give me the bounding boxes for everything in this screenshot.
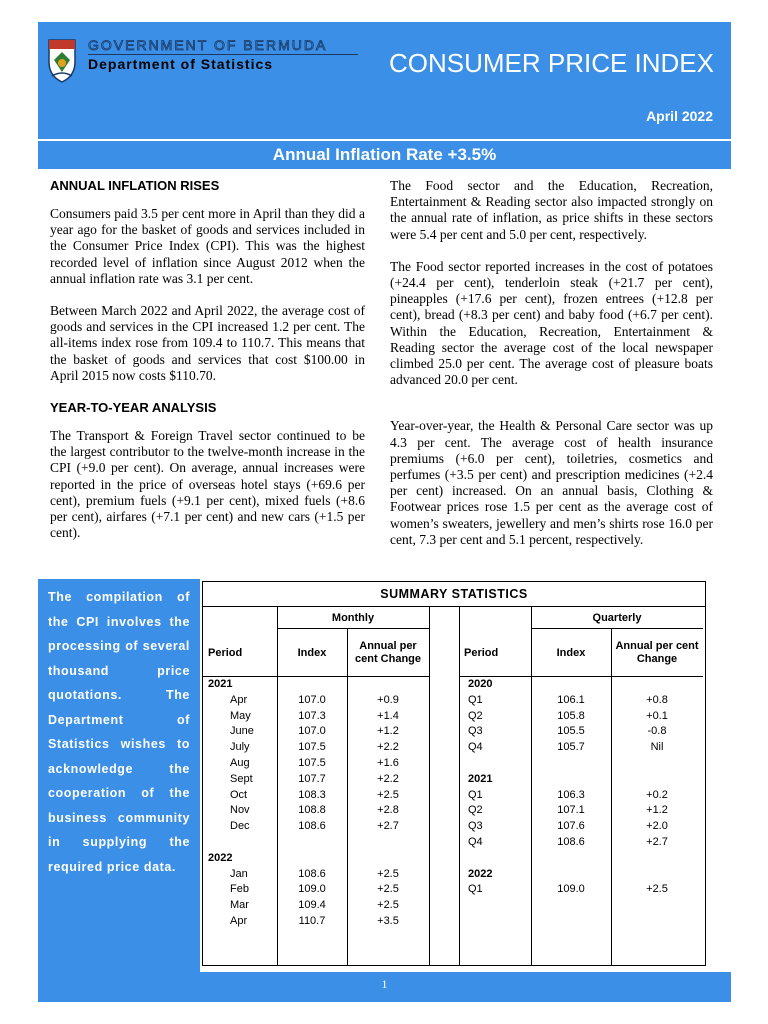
quarterly-cell-period: 2021 (468, 772, 493, 785)
monthly-cell-period: Sept (230, 772, 253, 785)
paragraph: Consumers paid 3.5 per cent more in April than they did a year ago for the basket of goods and services included in the Consumer Price Index (CPI). This was the highest recorded level of inflation since August 2012 when the annual inflation rate was 3.1 per cent. (50, 206, 365, 286)
government-name: GOVERNMENT OF BERMUDA (88, 37, 328, 53)
monthly-cell-index: 109.0 (298, 883, 326, 896)
monthly-cell-index: 107.5 (298, 757, 326, 769)
quarterly-cell-index: 106.3 (557, 788, 585, 801)
quarterly-cell-index: 107.1 (557, 804, 585, 817)
monthly-cell-index: 108.6 (298, 820, 326, 833)
monthly-cell-index: 108.3 (298, 788, 326, 801)
paragraph: Year-over-year, the Health & Personal Care sector was up 4.3 per cent. The average cost of health insurance premiums (+6.0 per cent), toiletries, cosmetics and perfumes (+3.5 per cent) and prescription medicines (+2.4 per cent) increased. On an annual basis, Clothing & Footwear prices rose 1.5 per cent as the average cost of women’s sweaters, jewellery and men’s shirts rose 16.0 per cent, 7.3 per cent and 5.1 percent, respectively. (390, 418, 713, 547)
monthly-cell-period: Jan (230, 867, 248, 880)
monthly-cell-change: +1.6 (377, 757, 399, 769)
monthly-cell-index: 109.4 (298, 899, 326, 912)
quarterly-cell-index: 106.1 (557, 693, 585, 706)
monthly-cell-change: +2.5 (377, 788, 399, 801)
monthly-cell-change: +2.5 (377, 867, 399, 880)
grid-line (531, 628, 703, 629)
monthly-cell-index: 108.6 (298, 867, 326, 880)
quarterly-header: Quarterly (592, 612, 642, 624)
monthly-cell-period: Dec (230, 820, 250, 833)
monthly-cell-change: +3.5 (377, 915, 399, 927)
paragraph: The Food sector reported increases in the cost of potatoes (+24.4 per cent), tenderloin steak (+21.7 per cent), pineapples (+17.6 per cent), frozen entrees (+12.8 per cent), bread (+8.3 per cent) and baby food (+6.7 per cent). Within the Education, Recreation, Entertainment & Reading sector the average cost of the local newspaper climbed 25.0 per cent. The average cost of pleasure boats advanced 20.0 per cent. (390, 258, 713, 388)
monthly-cell-change: +2.8 (377, 804, 399, 817)
quarterly-cell-change: +0.1 (646, 709, 668, 722)
paragraph: Between March 2022 and April 2022, the average cost of goods and services in the CPI increased 1.2 per cent. The all-items index rose from 109.4 to 110.7. This means that the basket of goods and services that cost $100.00 in April 2015 now costs $110.70. (50, 303, 365, 383)
monthly-cell-index: 107.7 (298, 772, 326, 785)
footer-bar (38, 972, 731, 1002)
monthly-cell-index: 110.7 (298, 915, 326, 927)
header-rule (88, 54, 358, 55)
col-header-period: Period (464, 646, 499, 659)
section-heading-inflation: ANNUAL INFLATION RISES (50, 178, 220, 193)
quarterly-cell-period: Q4 (468, 741, 483, 754)
acknowledgement-text: The compilation of the CPI involves the processing of several thousand price quotations. The Department of Statistics wishes to acknowledge the cooperation of the business community in supplying the required price data. (48, 590, 190, 874)
bermuda-crest-icon (46, 36, 78, 84)
quarterly-cell-index: 107.6 (557, 820, 585, 833)
quarterly-cell-change: +2.7 (646, 836, 668, 848)
paragraph: The Food sector and the Education, Recreation, Entertainment & Reading sector also impacted strongly on the annual rate of inflation, as price shifts in these sectors were 5.4 per cent and 5.0 per cent, respectively. (390, 178, 713, 242)
acknowledgement-sidebar (38, 579, 200, 972)
quarterly-cell-index: 105.7 (557, 741, 585, 754)
report-header (38, 22, 731, 139)
quarterly-cell-change: +2.0 (646, 820, 668, 833)
monthly-cell-period: June (230, 725, 254, 738)
report-title: CONSUMER PRICE INDEX (388, 48, 714, 78)
monthly-cell-change: +2.2 (377, 741, 399, 754)
section-heading-year-to-year: YEAR-TO-YEAR ANALYSIS (50, 400, 217, 416)
grid-line (429, 606, 430, 965)
quarterly-cell-change: +1.2 (646, 804, 668, 817)
summary-statistics-table (202, 581, 706, 966)
monthly-cell-period: Aug (230, 757, 250, 769)
quarterly-cell-period: Q2 (468, 804, 483, 817)
quarterly-cell-index: 105.8 (557, 709, 585, 722)
quarterly-cell-index: 105.5 (557, 725, 585, 738)
monthly-cell-index: 107.5 (298, 741, 326, 754)
monthly-cell-period: Apr (230, 915, 248, 927)
monthly-cell-change: +2.7 (377, 820, 399, 833)
quarterly-cell-index: 109.0 (557, 883, 585, 896)
quarterly-cell-period: Q1 (468, 788, 483, 801)
monthly-cell-change: +2.2 (377, 772, 399, 785)
table-title: SUMMARY STATISTICS (203, 582, 705, 607)
monthly-cell-period: July (230, 741, 250, 754)
left-column (50, 178, 365, 541)
page-number: 1 (381, 977, 388, 991)
monthly-cell-period: 2021 (208, 678, 233, 690)
quarterly-cell-index: 108.6 (557, 836, 585, 848)
monthly-cell-period: Mar (230, 899, 249, 912)
col-header-change: Annual per cent Change (615, 640, 699, 665)
quarterly-cell-period: Q3 (468, 725, 483, 738)
grid-line (531, 606, 532, 965)
quarterly-cell-change: Nil (650, 741, 664, 754)
grid-line (459, 606, 460, 965)
monthly-cell-change: +0.9 (377, 693, 399, 706)
quarterly-cell-change: +0.8 (646, 693, 668, 706)
monthly-cell-index: 107.3 (298, 709, 326, 722)
monthly-cell-index: 107.0 (298, 693, 326, 706)
quarterly-cell-period: Q4 (468, 836, 483, 848)
monthly-cell-change: +1.4 (377, 709, 399, 722)
col-header-period: Period (208, 646, 243, 659)
paragraph: The Transport & Foreign Travel sector continued to be the largest contributor to the twelve-month increase in the CPI (+9.0 per cent). On average, annual increases were reported in the price of overseas hotel stays (+69.6 per cent), premium fuels (+9.1 per cent), mixed fuels (+8.6 per cent), airfares (+7.1 per cent) and new cars (+1.5 per cent). (50, 428, 365, 541)
monthly-cell-change: +2.5 (377, 899, 399, 912)
quarterly-cell-change: +0.2 (646, 788, 668, 801)
quarterly-cell-period: 2022 (468, 867, 493, 880)
quarterly-cell-period: Q1 (468, 883, 483, 896)
inflation-banner: Annual Inflation Rate +3.5% (38, 141, 731, 169)
col-header-index: Index (297, 646, 327, 659)
monthly-cell-period: Apr (230, 693, 248, 706)
monthly-cell-period: 2022 (208, 851, 233, 864)
col-header-index: Index (556, 646, 586, 659)
quarterly-cell-change: +2.5 (646, 883, 668, 896)
monthly-header: Monthly (331, 612, 375, 624)
monthly-cell-change: +1.2 (377, 725, 399, 738)
monthly-cell-index: 108.8 (298, 804, 326, 817)
grid-line (277, 628, 429, 629)
monthly-cell-period: Oct (230, 788, 248, 801)
monthly-cell-period: Nov (230, 804, 250, 817)
quarterly-cell-period: 2020 (468, 678, 493, 690)
quarterly-cell-period: Q3 (468, 820, 483, 833)
monthly-cell-index: 107.0 (298, 725, 326, 738)
monthly-cell-period: May (230, 709, 251, 722)
quarterly-cell-period: Q2 (468, 709, 483, 722)
quarterly-cell-period: Q1 (468, 693, 483, 706)
monthly-cell-period: Feb (230, 883, 249, 896)
right-column (390, 178, 713, 548)
monthly-cell-change: +2.5 (377, 883, 399, 896)
report-date: April 2022 (646, 108, 713, 124)
quarterly-cell-change: -0.8 (647, 725, 667, 738)
department-name: Department of Statistics (88, 56, 274, 72)
col-header-change: Annual per cent Change (354, 640, 421, 665)
